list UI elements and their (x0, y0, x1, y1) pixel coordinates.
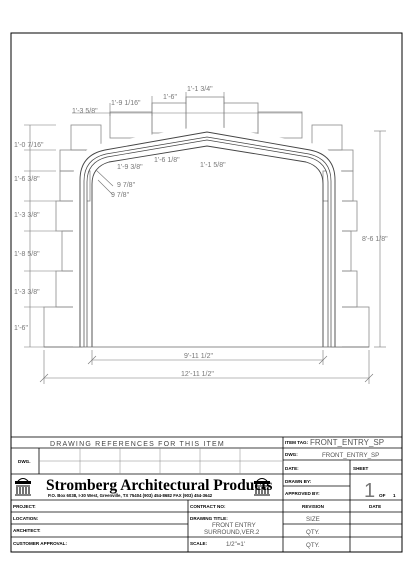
stone-block (258, 112, 302, 138)
dim-top-2: 1'-6" (163, 94, 177, 101)
size-label: SIZE (306, 516, 320, 523)
sheet-total: 1 (393, 493, 396, 498)
dim-overall-height: 8'-6 1/8" (362, 236, 388, 243)
qty-label-2: QTY. (306, 542, 320, 549)
dim-left-6: 1'-6" (14, 325, 28, 332)
dim-inner-5: 9 7/8" (111, 192, 130, 199)
dim-inner-4: 9 7/8" (117, 182, 136, 189)
drawn-by-label: DRAWN BY: (285, 479, 312, 484)
sheet-of-label: OF (379, 493, 386, 498)
dim-opening-width: 9'-11 1/2" (184, 353, 213, 360)
dim-inner-3: 1'-1 5/8" (200, 162, 226, 169)
drawing-title-line1: FRONT ENTRY (212, 522, 256, 529)
dwg-right-label: DWG: (285, 452, 298, 457)
dwg-right-value: FRONT_ENTRY_SP (322, 452, 380, 459)
approved-by-label: APPROVED BY: (285, 491, 320, 496)
company-address: P.O. Box 6038, I-30 West, Greenville, TX 75404 (903) 454-8682 FAX (903) 454-3642 (48, 493, 213, 498)
arch-elevation (44, 97, 369, 347)
dim-left-2: 1'-6 3/8" (14, 176, 40, 183)
dim-inner-1: 1'-9 3/8" (117, 164, 143, 171)
dim-top-3: 1'-9 1/16" (111, 100, 141, 107)
project-label: PROJECT: (13, 504, 36, 509)
location-label: LOCATION: (13, 516, 39, 521)
dim-left-5: 1'-3 3/8" (14, 289, 40, 296)
references-heading: DRAWING REFERENCES FOR THIS ITEM (50, 441, 225, 448)
sheet-number: 1 (364, 480, 376, 502)
dim-left-3: 1'-3 3/8" (14, 212, 40, 219)
dim-top-1: 1'-1 3/4" (187, 86, 213, 93)
arch-trim-line (92, 146, 323, 347)
stone-block (110, 112, 152, 138)
stone-block (152, 103, 186, 133)
scale-label: SCALE: (190, 541, 208, 546)
item-tag-label: ITEM TAG: (285, 440, 309, 445)
drawing-title-label: DRAWING TITLE: (190, 516, 228, 521)
sheet-label: SHEET (353, 466, 369, 471)
company-name: Stromberg Architectural Products (46, 477, 273, 494)
date-column-label: DATE (369, 504, 382, 509)
qty-label-1: QTY. (306, 529, 320, 536)
company-logo-left (15, 479, 31, 496)
dim-overall-width: 12'-11 1/2" (181, 371, 214, 378)
item-tag-value: FRONT_ENTRY_SP (310, 438, 385, 447)
date-label: DATE: (285, 466, 299, 471)
dim-top-4: 1'-3 5/8" (72, 108, 98, 115)
dim-left-4: 1'-8 5/8" (14, 251, 40, 258)
dwg-label: DWG. (18, 459, 31, 464)
revision-label: REVISION (302, 504, 324, 509)
architect-label: ARCHITECT: (13, 528, 41, 533)
dim-left-1: 1'-0 7/16" (14, 142, 44, 149)
scale-value: 1/2"=1' (226, 541, 246, 548)
customer-approval-label: CUSTOMER APPROVAL: (13, 541, 68, 546)
stone-block (224, 103, 258, 133)
drawing-title-line2: SURROUND,VER.2 (204, 529, 260, 536)
arch-trim-line (87, 140, 328, 347)
dim-inner-2: 1'-6 1/8" (154, 157, 180, 164)
contract-label: CONTRACT NO: (190, 504, 226, 509)
